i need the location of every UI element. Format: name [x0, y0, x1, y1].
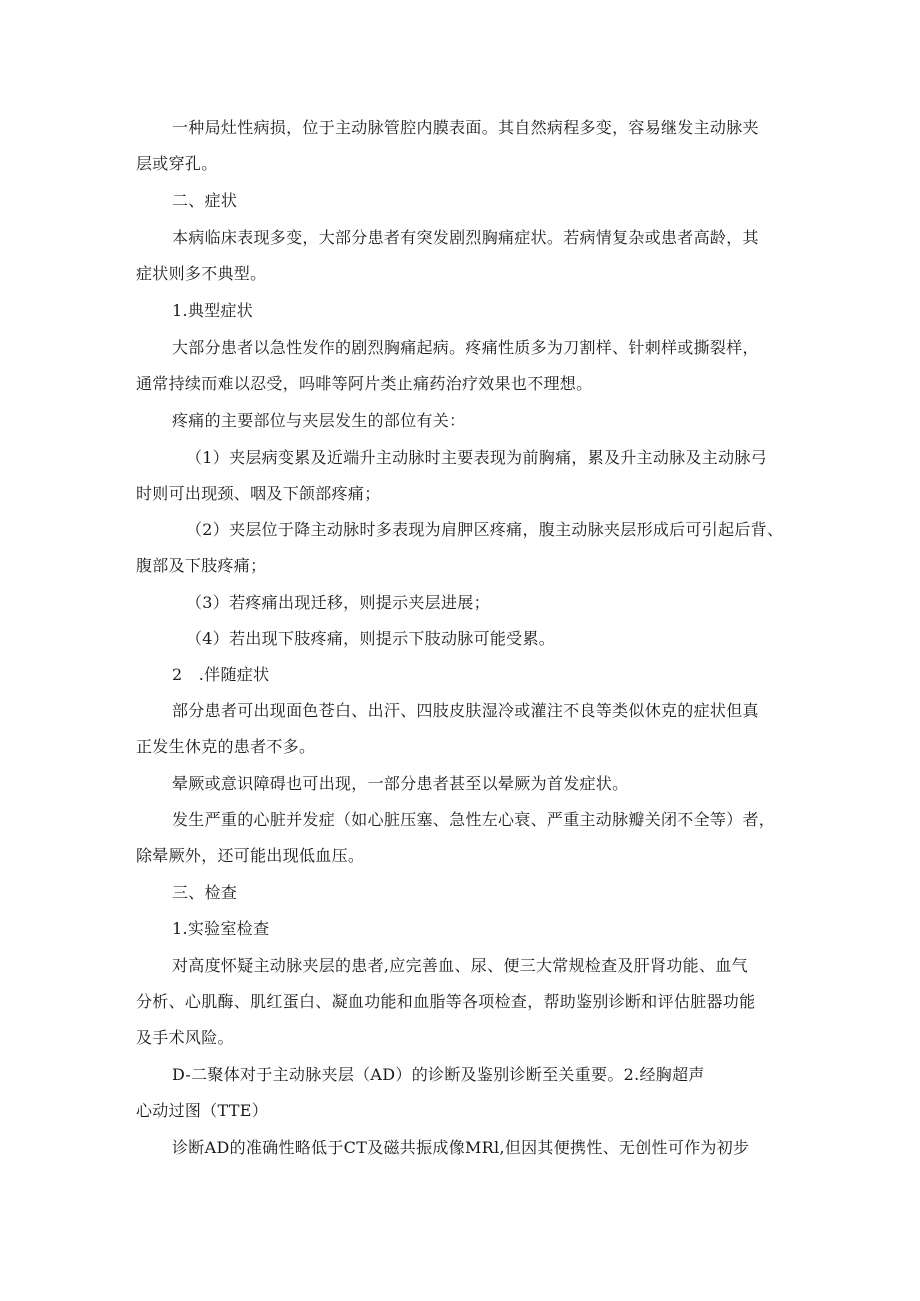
- subheading-typical-symptoms: 1.典型症状: [172, 301, 254, 320]
- paragraph-pain-location: 疼痛的主要部位与夹层发生的部位有关：: [172, 411, 466, 430]
- text-line: 对高度怀疑主动脉夹层的患者,应完善血、尿、便三大常规检查及肝肾功能、血气: [172, 956, 748, 975]
- text-line: 腹部及下肢疼痛；: [136, 556, 267, 575]
- text-line: 心动过图（TTE）: [136, 1101, 269, 1120]
- paragraph-d-dimer: [136, 1057, 796, 1129]
- text-line: D-二聚体对于主动脉夹层（AD）的诊断及鉴别诊断至关重要。2.经胸超声: [172, 1065, 705, 1084]
- text-line: 部分患者可出现面色苍白、出汗、四肢皮肤湿冷或灌注不良等类似休克的症状但真: [172, 701, 759, 720]
- text-line: 大部分患者以急性发作的剧烈胸痛起病。疼痛性质多为刀割样、针刺样或撕裂样，: [172, 338, 759, 357]
- text-line: 正发生休克的患者不多。: [136, 737, 316, 756]
- paragraph-chest-pain: [136, 330, 796, 402]
- text-line: 及手术风险。: [136, 1028, 234, 1047]
- text-line: 层或穿孔。: [136, 154, 218, 173]
- text-line: 分析、心肌酶、肌红蛋白、凝血功能和血脂等各项检查，帮助鉴别诊断和评估脏器功能: [136, 992, 756, 1011]
- text-line: 除晕厥外，还可能出现低血压。: [136, 846, 365, 865]
- list-item-3: （3）若疼痛出现迁移，则提示夹层进展；: [186, 593, 490, 612]
- text-line: （2）夹层位于降主动脉时多表现为肩胛区疼痛，腹主动脉夹层形成后可引起后背、: [186, 520, 784, 539]
- section-heading-symptoms: 二、症状: [172, 191, 238, 210]
- text-line: 通常持续而难以忍受，吗啡等阿片类止痛药治疗效果也不理想。: [136, 374, 593, 393]
- subheading-lab-tests: 1.实验室检查: [172, 919, 270, 938]
- paragraph-cardiac-complications: [136, 802, 796, 874]
- text-line: 本病临床表现多变，大部分患者有突发剧烈胸痛症状。若病情复杂或患者高龄，其: [172, 228, 759, 247]
- paragraph-tte-accuracy: 诊断AD的准确性略低于CT及磁共振成像MRl,但因其便携性、无创性可作为初步: [172, 1138, 750, 1157]
- list-item-2: [136, 512, 796, 584]
- paragraph-ulcer-description: [136, 110, 796, 182]
- paragraph-symptoms-intro: [136, 220, 796, 292]
- text-line: 时则可出现颈、咽及下颌部疼痛；: [136, 484, 381, 503]
- paragraph-lab-tests: [136, 948, 796, 1056]
- text-line: 症状则多不典型。: [136, 264, 267, 283]
- text-line: （1）夹层病变累及近端升主动脉时主要表现为前胸痛，累及升主动脉及主动脉弓: [186, 448, 767, 467]
- paragraph-syncope: 晕厥或意识障碍也可出现，一部分患者甚至以晕厥为首发症状。: [172, 774, 629, 793]
- subheading-accompanying-symptoms: 2 .伴随症状: [172, 665, 270, 684]
- paragraph-shock-symptoms: [136, 693, 796, 765]
- text-line: 一种局灶性病损，位于主动脉管腔内膜表面。其自然病程多变，容易继发主动脉夹: [172, 118, 759, 137]
- list-item-4: （4）若出现下肢疼痛，则提示下肢动脉可能受累。: [186, 629, 556, 648]
- list-item-1: [136, 440, 796, 512]
- text-line: 发生严重的心脏并发症（如心脏压塞、急性左心衰、严重主动脉瓣关闭不全等）者，: [172, 810, 776, 829]
- section-heading-examination: 三、检查: [172, 883, 238, 902]
